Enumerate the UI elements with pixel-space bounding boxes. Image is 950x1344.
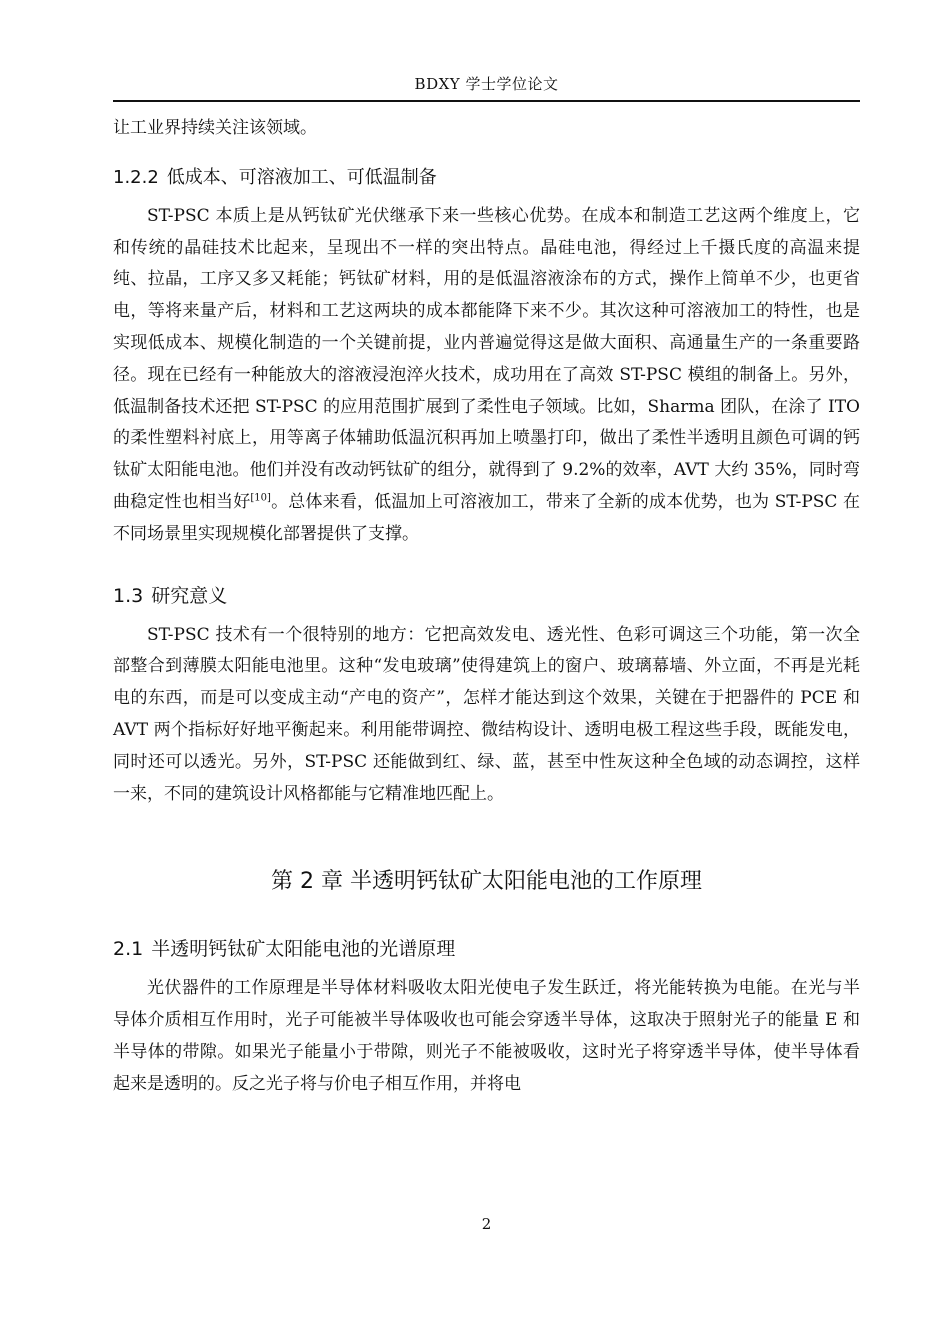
subsection-number: 1.2.2 xyxy=(113,166,159,188)
page-body xyxy=(113,113,860,1101)
citation-ref: [10] xyxy=(250,492,271,504)
section-heading-1-3 xyxy=(113,582,860,610)
subsection-title: 低成本、可溶液加工、可低温制备 xyxy=(166,166,437,188)
subsection-heading-1-2-2 xyxy=(113,165,860,191)
paragraph-1-2-2 xyxy=(113,201,860,551)
section-number: 1.3 xyxy=(113,584,144,607)
section-number: 2.1 xyxy=(113,938,144,961)
paragraph-1-3: ST-PSC 技术有一个很特别的地方：它把高效发电、透光性、色彩可调这三个功能，第一次全部整合到薄膜太阳能电池里。这种“发电玻璃”使得建筑上的窗户、玻璃幕墙、外立面，不再是光耗电的东西，而是可以变成主动“产电的资产”，怎样才能达到这个效果，关键在于把器件的 PCE 和 AVT 两个指标好好地平衡起来。利用能带调控、微结构设计、透明电极工程这些手段，既能发电，同时还可以透光。另外，ST-PSC 还能做到红、绿、蓝，甚至中性灰这种全色域的动态调控，这样一来，不同的建筑设计风格都能与它精准地匹配上。 xyxy=(113,624,860,804)
section-heading-2-1 xyxy=(113,935,860,963)
paragraph-text: ST-PSC 本质上是从钙钛矿光伏继承下来一些核心优势。在成本和制造工艺这两个维度上，它和传统的晶硅技术比起来，呈现出不一样的突出特点。晶硅电池，得经过上千摄氏度的高温来提纯、拉晶，工序又多又耗能；钙钛矿材料，用的是低温溶液涂布的方式，操作上简单不少，也更省电，等将来量产后，材料和工艺这两块的成本都能降下来不少。其次这种可溶液加工的特性，也是实现低成本、规模化制造的一个关键前提，业内普遍觉得这是做大面积、高通量生产的一条重要路径。现在已经有一种能放大的溶液浸泡淬火技术，成功用在了高效 ST-PSC 模组的制备上。另外，低温制备技术还把 ST-PSC 的应用范围扩展到了柔性电子领域。比如，Sharma 团队，在涂了 ITO 的柔性塑料衬底上，用等离子体辅助低温沉积再加上喷墨打印，做出了柔性半透明且颜色可调的钙钛矿太阳能电池。他们并没有改动钙钛矿的组分，就得到了 9.2%的效率，AVT 大约 35%，同时弯曲稳定性也相当好 xyxy=(113,205,860,512)
paragraph-text-cont: 。总体来看，低温加上可溶液加工，带来了全新的成本优势，也为 ST-PSC 在不同场景里实现规模化部署提供了支撑。 xyxy=(113,491,860,544)
carryover-paragraph: 让工业界持续关注该领域。 xyxy=(113,118,317,138)
section-title: 研究意义 xyxy=(151,584,228,607)
chapter-heading: 第 2 章 半透明钙钛矿太阳能电池的工作原理 xyxy=(271,869,702,895)
running-header: BDXY 学士学位论文 xyxy=(414,75,559,93)
page-number: 2 xyxy=(481,1215,492,1233)
section-title: 半透明钙钛矿太阳能电池的光谱原理 xyxy=(151,938,456,961)
paragraph-2-1: 光伏器件的工作原理是半导体材料吸收太阳光使电子发生跃迁，将光能转换为电能。在光与半导体介质相互作用时，光子可能被半导体吸收也可能会穿透半导体，这取决于照射光子的能量 E 和半导体的带隙。如果光子能量小于带隙，则光子不能被吸收，这时光子将穿透半导体，使半导体看起来是透明的。反之光子将与价电子相互作用，并将电 xyxy=(113,978,860,1094)
header-rule xyxy=(113,100,860,102)
